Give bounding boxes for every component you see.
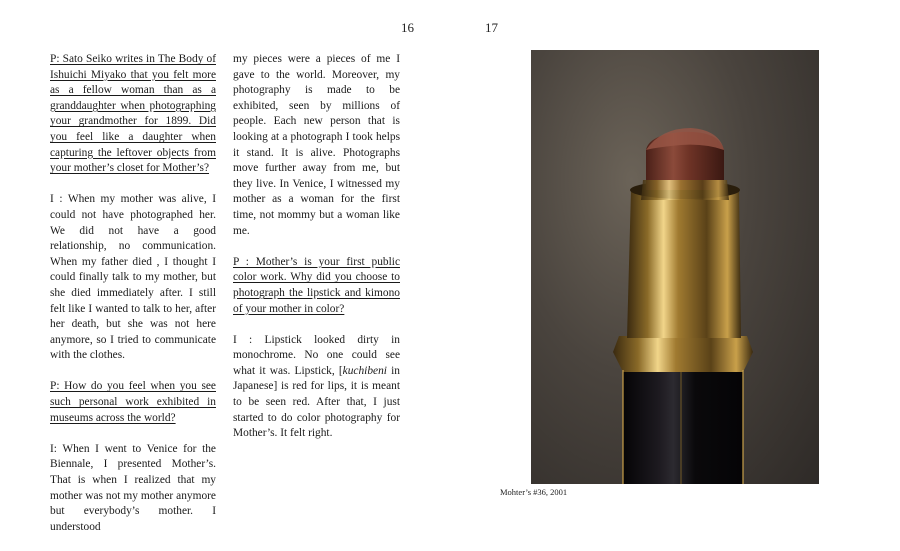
text-column-left [50, 52, 216, 551]
answer-3-part2: in Japanese] is red for lips, it is meant to be seen red. After that, I just started to do color photography for Mother’s. It felt right. [233, 364, 400, 440]
answer-2: I: When I went to Venice for the Biennale, I presented Mother’s. That is when I realized that my mother was not my mother anymore but everybody’s mother. I understood [50, 442, 216, 533]
page-number-left: 16 [401, 20, 414, 35]
lipstick-photograph [531, 50, 819, 484]
question-2: P: How do you feel when you see such personal work exhibited in museums across the world? [50, 380, 216, 424]
page-number-right: 17 [485, 20, 498, 35]
photo-caption: Mohter’s #36, 2001 [500, 487, 568, 497]
answer-1: I : When my mother was alive, I could not have photographed her. We did not have a good relationship, no communication. When my father died , I thought I could finally talk to my mother, but she died immediately after. I still felt like I wanted to talk to her, after her death, but she was not here anymore, so I tried to communicate with the clothes. [50, 193, 216, 362]
answer-3 [233, 333, 400, 442]
question-1: P: Sato Seiko writes in The Body of Ishuichi Miyako that you felt more as a fellow woman than as a granddaughter when photographing your grandmother for 1899. Did you feel like a daughter when capturing the leftover objects from your mother’s closet for Mother’s? [50, 53, 216, 175]
answer-2-continued: my pieces were a pieces of me I gave to the world. Moreover, my photography is made to be exhibited, seen by millions of people. Each new person that is looking at a photograph I took helps it stand. It is alive. Photographs move further away from me, but they live. In Venice, I witnessed my mother as a woman for the first time, not mommy but a woman like me. [233, 53, 400, 237]
answer-3-part1: I : Lipstick looked dirty in monochrome. No one could see what it was. Lipstick, [ [233, 333, 400, 377]
answer-3-term: kuchibeni [342, 364, 387, 377]
question-3: P : Mother’s is your first public color work. Why did you choose to photograph the lipstick and kimono of your mother in color? [233, 255, 400, 315]
text-column-right [233, 52, 400, 457]
